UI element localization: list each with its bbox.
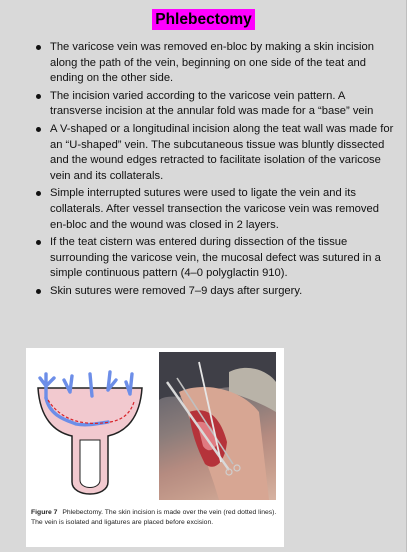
bullet-item: Skin sutures were removed 7–9 days after surgery. (34, 284, 398, 300)
teat-vein-diagram (32, 370, 148, 510)
teat-cistern (80, 440, 100, 488)
bullet-list (34, 40, 398, 302)
bullet-item: A V-shaped or a longitudinal incision along the teat wall was made for an “U-shaped” vein. The subcutaneous tissue was bluntly dissected and the wound edges retracted to facilitate isolation of the varicose vein and its collaterals. (34, 122, 398, 184)
figure-caption-text: Phlebectomy. The skin incision is made over the vein (red dotted lines). The vein is isolated and ligatures are placed before excision. (31, 509, 277, 526)
figure-caption (31, 508, 281, 527)
figure-label: Figure 7 (31, 509, 58, 516)
title-container (0, 9, 407, 30)
surgery-photo (159, 352, 276, 500)
surgery-photo-illustration (159, 352, 276, 500)
slide-title: Phlebectomy (152, 9, 254, 30)
bullet-item: The incision varied according to the varicose vein pattern. A transverse incision at the annular fold was made for a “base” vein (34, 89, 398, 120)
bullet-item: The varicose vein was removed en-bloc by making a skin incision along the path of the vein, beginning on one side of the teat and ending on the other side. (34, 40, 398, 87)
bullet-item: Simple interrupted sutures were used to ligate the vein and its collaterals. After vessel transection the varicose vein was removed en-bloc and the wound was closed in 2 layers. (34, 186, 398, 233)
figure-7 (26, 348, 284, 547)
bullet-item: If the teat cistern was entered during dissection of the tissue surrounding the varicose vein, the mucosal defect was sutured in a simple continuous pattern (4–0 polyglactin 910). (34, 235, 398, 282)
